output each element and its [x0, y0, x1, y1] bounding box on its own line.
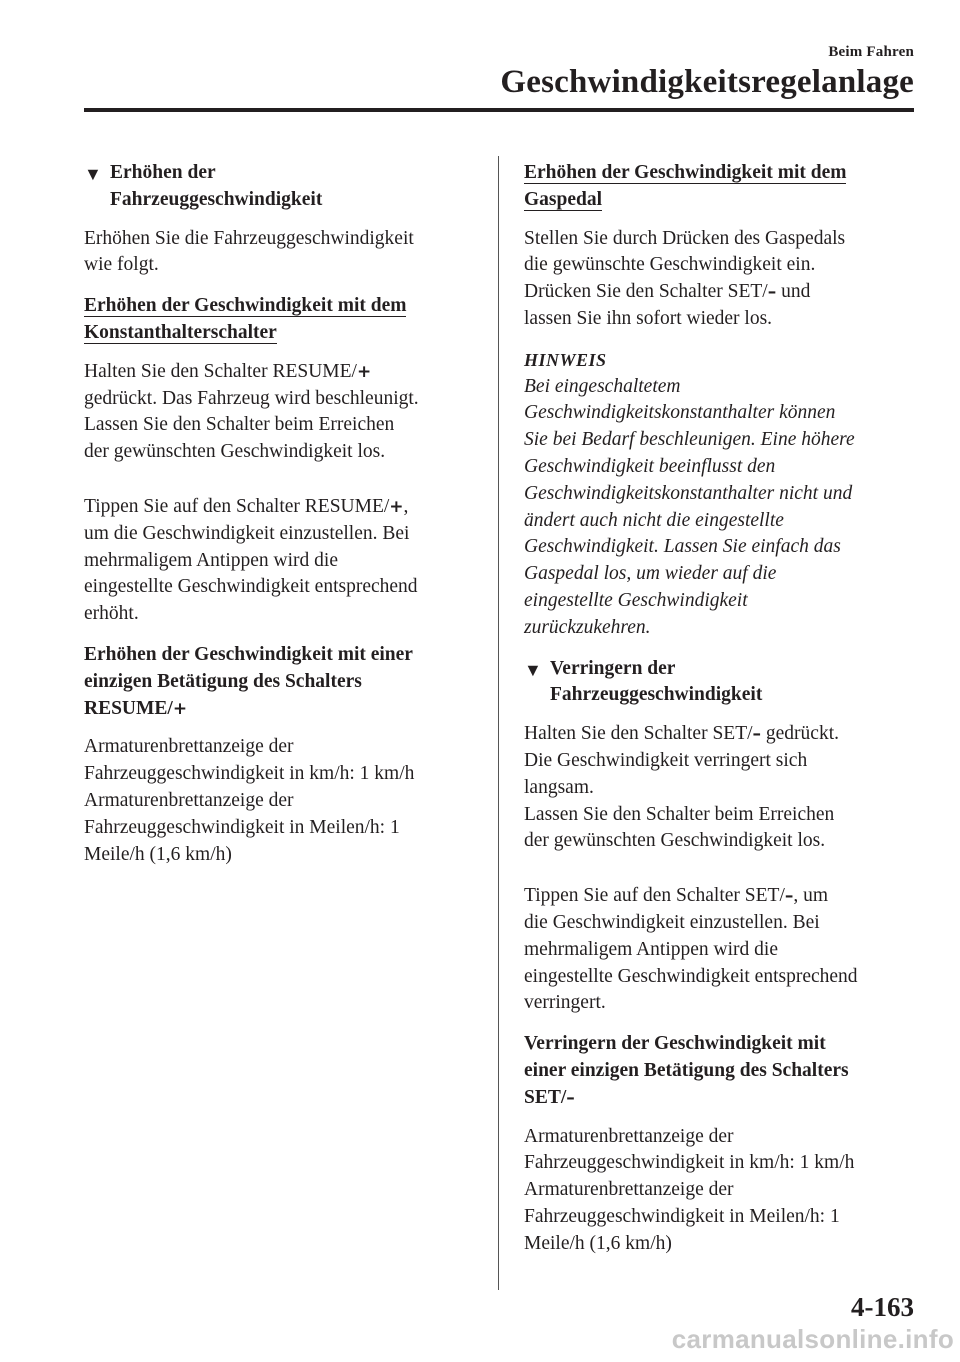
sub-heading-switch: Erhöhen der Geschwindigkeit mit dem Konstanthalterschalter: [84, 295, 407, 343]
triangle-bullet-icon: ▼: [524, 659, 542, 680]
intro-paragraph: Erhöhen Sie die Fahrzeuggeschwindigkeit wie folgt.: [84, 227, 414, 276]
paragraph-speed-decrements: Armaturenbrettanzeige der Fahrzeuggeschwindigkeit in km/h: 1 km/h Armaturenbrettanzeige der Fahrzeuggeschwindigkeit in Meilen/h: 1 Meile/h (1,6 km/h): [524, 1125, 855, 1254]
paragraph-accelerator: Stellen Sie durch Drücken des Gaspedals die gewünschte Geschwindigkeit ein. Drücken Sie den Schalter SET/– und lassen Sie ihn sofort wieder los.: [524, 227, 846, 329]
right-column: [524, 160, 916, 1257]
sub-heading-accelerator: Erhöhen der Geschwindigkeit mit dem Gaspedal: [524, 162, 847, 210]
plus-icon: +: [356, 361, 372, 382]
minus-icon: –: [784, 886, 794, 907]
watermark: carmanualsonline.info: [671, 1324, 954, 1354]
left-column: [84, 160, 476, 868]
plus-icon: +: [172, 698, 188, 719]
note-text: Bei eingeschaltetem Geschwindigkeitskonstanthalter können Sie bei Bedarf beschleunigen. Eine höhere Geschwindigkeit beeinflusst den Geschwindigkeitskonstanthalter nicht und ändert auch nicht die eingestellte Geschwindigkeit. Lassen Sie einfach das Gaspedal los, um wieder auf die eingestellte Geschwindigkeit zurückzukehren.: [524, 375, 855, 638]
plus-icon: +: [389, 496, 404, 517]
paragraph-tap-resume: Tippen Sie auf den Schalter RESUME/+, um die Geschwindigkeit einzustellen. Bei mehrmaligem Antippen wird die eingestellte Geschwindigkeit entsprechend erhöht.: [84, 495, 418, 625]
minus-icon: –: [752, 724, 762, 745]
header-rule: [84, 108, 914, 112]
section-heading-decrease: [524, 656, 916, 710]
header-section-label: Beim Fahren: [828, 44, 914, 60]
triangle-bullet-icon: ▼: [84, 164, 102, 184]
minus-icon: –: [566, 1087, 575, 1108]
minus-icon: –: [767, 282, 777, 303]
sub-heading-single-resume: Erhöhen der Geschwindigkeit mit einer einzigen Betätigung des Schalters RESUME/+: [84, 643, 413, 719]
paragraph-hold-set: Halten Sie den Schalter SET/– gedrückt. Die Geschwindigkeit verringert sich langsam. Lassen Sie den Schalter beim Erreichen der gewünschten Geschwindigkeit los.: [524, 723, 840, 852]
section-heading-text: Erhöhen der Fahrzeuggeschwindigkeit: [110, 162, 323, 210]
paragraph-speed-increments: Armaturenbrettanzeige der Fahrzeuggeschwindigkeit in km/h: 1 km/h Armaturenbrettanzeige der Fahrzeuggeschwindigkeit in Meilen/h: 1 Meile/h (1,6 km/h): [84, 736, 415, 865]
page-number: 4-163: [851, 1292, 914, 1322]
section-heading-text: Verringern der Fahrzeuggeschwindigkeit: [550, 657, 763, 706]
sub-heading-single-set: Verringern der Geschwindigkeit mit einer einzigen Betätigung des Schalters SET/–: [524, 1033, 849, 1108]
note-label: HINWEIS: [524, 349, 607, 370]
paragraph-hold-resume: Halten Sie den Schalter RESUME/+ gedrückt. Das Fahrzeug wird beschleunigt. Lassen Sie den Schalter beim Erreichen der gewünschten Geschwindigkeit los.: [84, 360, 419, 463]
paragraph-tap-set: Tippen Sie auf den Schalter SET/–, um die Geschwindigkeit einzustellen. Bei mehrmaligem Antippen wird die eingestellte Geschwindigkeit entsprechend verringert.: [524, 885, 858, 1014]
section-heading-increase: [84, 160, 476, 214]
page-title: Geschwindigkeitsregelanlage: [500, 64, 914, 100]
column-divider: [498, 156, 499, 1290]
